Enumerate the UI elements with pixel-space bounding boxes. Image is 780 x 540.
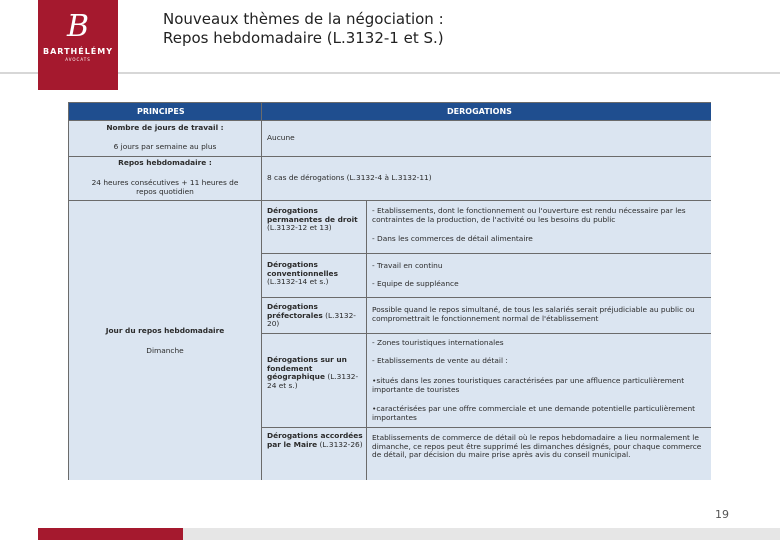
derog-conventional-title: Dérogations conventionnelles: [267, 260, 338, 278]
title-line-1: Nouveaux thèmes de la négociation :: [163, 10, 444, 28]
grid-line: [261, 103, 262, 480]
logo-monogram: B: [66, 9, 90, 44]
principle-day-label: Jour du repos hebdomadaire: [105, 326, 225, 335]
derog-conventional-title-cell: [262, 254, 366, 297]
derog-mayor-content-cell: [367, 428, 711, 480]
logo-brand: BARTHÉLÉMY: [42, 47, 114, 56]
derog-prefectoral-title-cell: [262, 298, 366, 333]
header-principes: PRINCIPES: [69, 103, 261, 120]
derog-permanent-line-1: - Etablissements, dont le fonctionnement ou l'ouverture est rendu nécessaire par les contraintes de la production, de l'activité ou les besoins du public: [372, 206, 686, 224]
derog-prefectoral-line-1: Possible quand le repos simultané, de tous les salariés serait préjudiciable au public ou compromettrait le fonctionnement normal de l'établissement: [372, 305, 695, 323]
derog-geographic-ref: (L.3132-24 et s.): [267, 372, 359, 390]
derog-permanent-title-cell: [262, 201, 366, 253]
derog-rest-value: 8 cas de dérogations (L.3132-4 à L.3132-11): [267, 173, 432, 182]
principle-rest-label: Repos hebdomadaire :: [118, 158, 212, 167]
derog-days-value: Aucune: [267, 133, 295, 142]
derog-mayor-line-1: Etablissements de commerce de détail où le repos hebdomadaire a lieu normalement le dimanche, ce repos peut être supprimé les dimanches désignés, pour chaque commerce de détail, par décision du maire prise après avis du conseil municipal.: [372, 433, 702, 460]
slide-title: [163, 10, 444, 48]
logo-subtitle: AVOCATS: [65, 57, 91, 62]
derog-geographic-line-4: •caractérisées par une offre commerciale et une demande potentielle particulièrement importantes: [372, 404, 696, 422]
grid-line: [262, 253, 711, 254]
derog-mayor-ref: (L.3132-26): [319, 439, 363, 449]
derog-geographic-title-cell: [262, 334, 366, 427]
grid-line: [69, 120, 711, 121]
derog-conventional-ref: (L.3132-14 et s.): [267, 277, 329, 287]
derog-prefectoral-ref: (L.3132-20): [267, 310, 356, 329]
principle-days-cell: [69, 121, 261, 156]
derog-permanent-ref: (L.3132-12 et 13): [267, 223, 332, 233]
principle-rest-cell: [69, 157, 261, 200]
derog-prefectoral-content-cell: [367, 298, 711, 333]
derog-days-cell: [262, 121, 711, 156]
grid-line: [262, 427, 711, 428]
footer-bar: [38, 528, 780, 540]
grid-line: [69, 156, 711, 157]
derog-geographic-line-2: - Etablissements de vente au détail :: [372, 356, 508, 365]
derog-permanent-content-cell: [367, 201, 711, 253]
logo: [38, 0, 118, 90]
principle-days-value: 6 jours par semaine au plus: [113, 142, 217, 151]
derog-conventional-line-2: - Equipe de suppléance: [372, 279, 459, 288]
principle-day-cell: [69, 201, 261, 480]
derog-geographic-line-3: •situés dans les zones touristiques caractérisées par une affluence particulièrement importante de touristes: [372, 376, 685, 394]
derog-rest-cell: [262, 157, 711, 200]
grid-line: [366, 201, 367, 480]
grid-line: [262, 333, 711, 334]
derog-permanent-title: Dérogations permanentes de droit: [267, 206, 358, 224]
derog-permanent-line-2: - Dans les commerces de détail alimentaire: [372, 234, 533, 243]
derog-mayor-title: Dérogations accordées par le Maire: [267, 431, 363, 449]
principle-rest-value: 24 heures consécutives + 11 heures de repos quotidien: [91, 178, 239, 196]
grid-line: [69, 200, 711, 201]
derog-conventional-line-1: - Travail en continu: [372, 261, 443, 270]
rules-table: [68, 102, 711, 480]
footer-accent: [38, 528, 183, 540]
principle-days-label: Nombre de jours de travail :: [106, 123, 224, 132]
derog-geographic-title: Dérogations sur un fondement géographique: [267, 355, 347, 382]
derog-geographic-content-cell: [367, 334, 711, 427]
header-derogations: DEROGATIONS: [262, 103, 711, 120]
derog-conventional-content-cell: [367, 254, 711, 297]
derog-mayor-title-cell: [262, 428, 366, 480]
derog-geographic-line-1: - Zones touristiques internationales: [372, 338, 504, 347]
title-line-2: Repos hebdomadaire (L.3132-1 et S.): [163, 29, 444, 47]
derog-prefectoral-title: Dérogations préfectorales: [267, 302, 323, 320]
principle-day-value: Dimanche: [146, 346, 184, 355]
grid-line: [262, 297, 711, 298]
page-number: 19: [715, 508, 729, 521]
